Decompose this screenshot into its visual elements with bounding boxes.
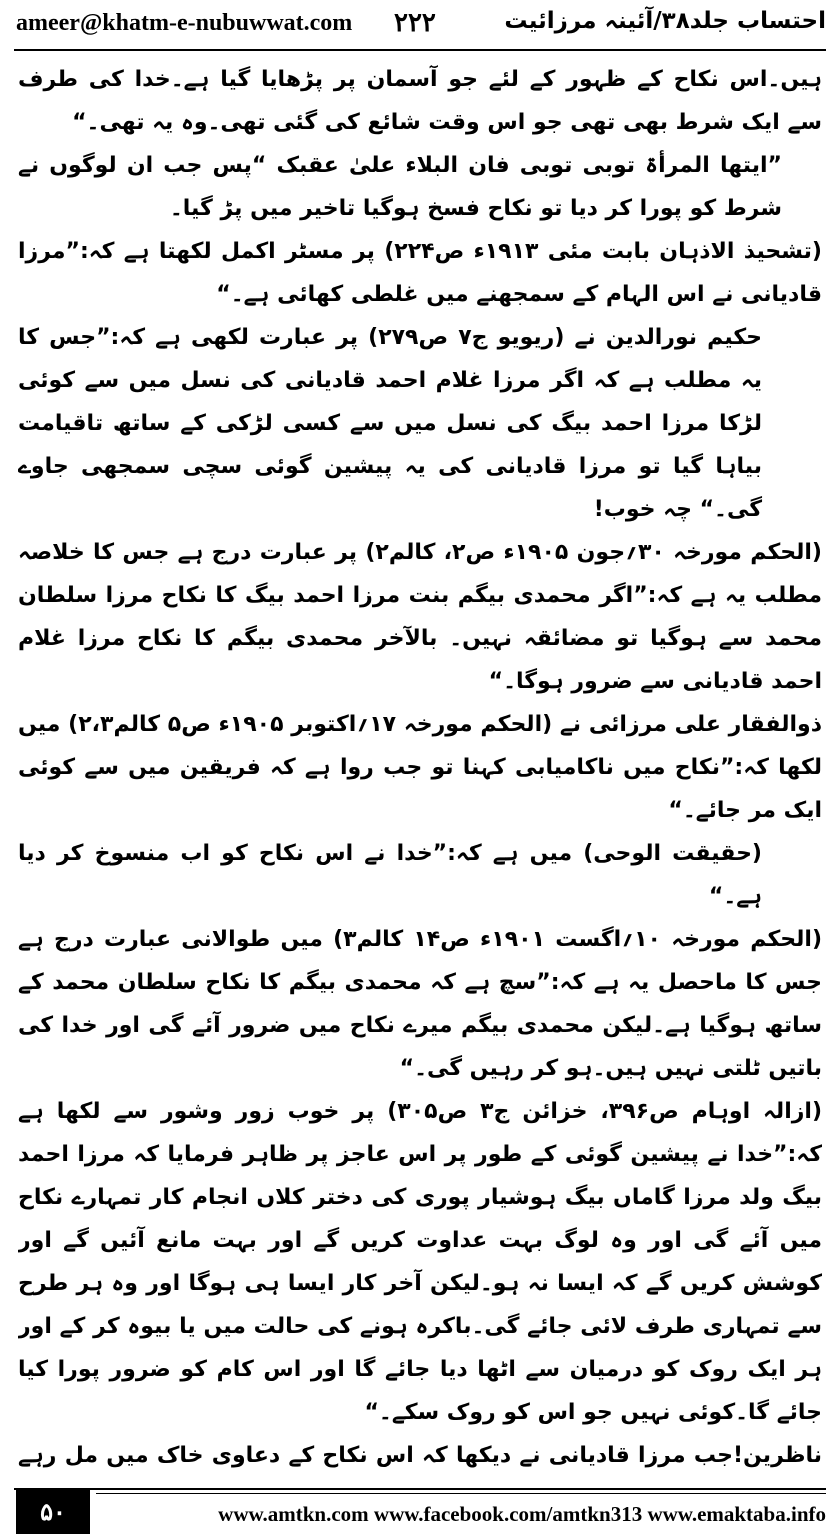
paragraph: (تشحیذ الاذہان بابت مئی ۱۹۱۳ء ص۲۲۴) پر مسٹر اکمل لکھتا ہے کہ:”مرزا قادیانی نے اس الہام کے سمجھنے میں غلطی کھائی ہے۔“ xyxy=(18,239,822,307)
header-book-title: احتساب جلد۳۸/آئینہ مرزائیت xyxy=(504,8,826,34)
paragraph: (الحکم مورخہ ۱۰؍اگست ۱۹۰۱ء ص۱۴ کالم۳) میں طوالانی عبارت درج ہے جس کا ماحصل یہ ہے کہ:”سچ ہے کہ محمدی بیگم کا نکاح سلطان محمد کے ساتھ ہوگیا ہے۔لیکن محمدی بیگم میرے نکاح میں ضرور آئے گی اور خدا کی باتیں ٹلتی نہیں ہیں۔ہو کر رہیں گی۔“ xyxy=(18,927,822,1081)
paragraph: ہیں۔اس نکاح کے ظہور کے لئے جو آسمان پر پڑھایا گیا ہے۔خدا کی طرف سے ایک شرط بھی تھی جو اس وقت شائع کی گئی تھی۔وہ یہ تھی۔“ xyxy=(18,67,822,135)
footer-rule xyxy=(14,1488,826,1490)
header-rule xyxy=(14,49,826,51)
paragraph: حکیم نورالدین نے (ریویو ج۷ ص۲۷۹) پر عبارت لکھی ہے کہ:”جس کا یہ مطلب ہے کہ اگر مرزا غلام احمد قادیانی کی نسل میں سے کوئی لڑکا مرزا احمد بیگ کی نسل میں سے کسی لڑکی کے ساتھ تاقیامت بیاہا گیا تو مرزا قادیانی کی یہ پیشین گوئی سچی سمجھی جاوے گی۔“ چہ خوب! xyxy=(18,325,763,522)
footer-page-number: ۵۰ xyxy=(16,1490,90,1534)
paragraph: (ازالہ اوہام ص۳۹۶، خزائن ج۳ ص۳۰۵) پر خوب زور وشور سے لکھا ہے کہ:”خدا نے پیشین گوئی کے طور پر اس عاجز پر ظاہر فرمایا کہ مرزا احمد بیگ ولد مرزا گاماں بیگ ہوشیار پوری کی دختر کلاں انجام کار تمہارے نکاح میں آئے گی اور وہ لوگ بہت عداوت کریں گے اور بہت مانع آئیں گے اور کوشش کریں گے کہ ایسا نہ ہو۔لیکن آخر کار ایسا ہی ہوگا اور وہ ہر طرح سے تمہاری طرف لائی جائے گی۔باکرہ ہونے کی حالت میں یا بیوہ کر کے اور ہر ایک روک کو درمیان سے اٹھا دیا جائے گا اور اس کام کو ضرور پورا کیا جائے گا۔کوئی نہیں جو اس کو روک سکے۔“ xyxy=(18,1099,822,1425)
header-email[interactable]: ameer@khatm-e-nubuwwat.com xyxy=(16,10,353,36)
footer-rule-thin xyxy=(96,1493,826,1494)
paragraph: ذوالفقار علی مرزائی نے (الحکم مورخہ ۱۷؍اکتوبر ۱۹۰۵ء ص۵ کالم۲،۳) میں لکھا کہ:”نکاح میں ناکامیابی کہنا تو جب روا ہے کہ فریقین میں سے کوئی ایک مر جائے۔“ xyxy=(18,712,822,823)
page-header xyxy=(16,8,826,48)
page-body xyxy=(18,58,822,1468)
paragraph: ناظرین!جب مرزا قادیانی نے دیکھا کہ اس نکاح کے دعاوی خاک میں مل رہے xyxy=(18,1443,822,1468)
header-page-number: ۲۲۲ xyxy=(394,8,436,38)
paragraph: (الحکم مورخہ ۳۰؍جون ۱۹۰۵ء ص۲، کالم۲) پر عبارت درج ہے جس کا خلاصہ مطلب یہ ہے کہ:”اگر محمدی بیگم بنت مرزا احمد بیگ کا نکاح مرزا سلطان محمد سے ہوگیا تو مضائقہ نہیں۔ بالآخر محمدی بیگم کا نکاح مرزا غلام احمد قادیانی سے ضرور ہوگا۔“ xyxy=(18,540,822,694)
paragraph: ”ایتھا المرأۃ توبی توبی فان البلاء علیٰ عقبک “پس جب ان لوگوں نے شرط کو پورا کر دیا تو نکاح فسخ ہوگیا تاخیر میں پڑ گیا۔ xyxy=(18,153,782,221)
footer-links[interactable]: www.amtkn.com www.facebook.com/amtkn313 www.emaktaba.info xyxy=(218,1502,826,1526)
paragraph: (حقیقت الوحی) میں ہے کہ:”خدا نے اس نکاح کو اب منسوخ کر دیا ہے۔“ xyxy=(18,841,762,909)
